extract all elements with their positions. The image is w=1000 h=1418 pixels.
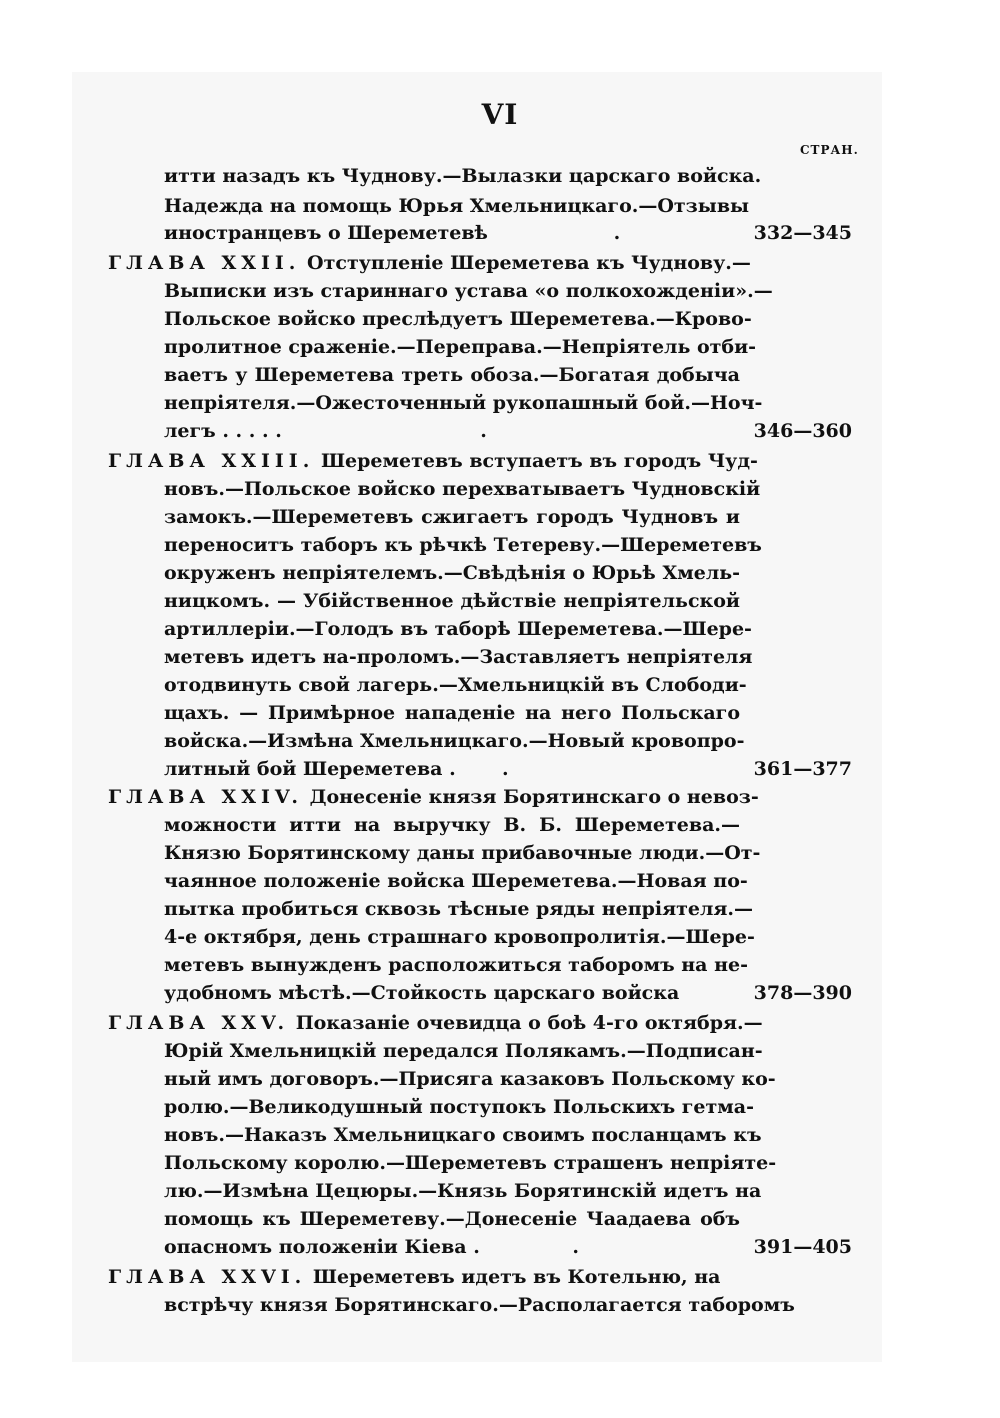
pages-column-header: СТРАН. <box>800 143 859 157</box>
toc-line: Шереметевъ вступаетъ въ городъ Чуд- <box>320 450 758 472</box>
chapter-heading: ГЛАВА XXIII. <box>108 450 315 472</box>
toc-line: окруженъ непріятелемъ.—Свѣдѣнія о Юрьѣ Хмель- <box>164 562 740 584</box>
toc-line: Шереметевъ идетъ въ Котельню, на <box>312 1266 721 1288</box>
toc-line: новъ.—Наказъ Хмельницкаго своимъ посланцамъ къ <box>164 1124 762 1146</box>
page-range: 391—405 <box>753 1236 852 1258</box>
chapter-heading: ГЛАВА XXIV. <box>108 786 303 808</box>
toc-line: Показаніе очевидца о боѣ 4-го октября.— <box>295 1012 763 1034</box>
toc-line: пролитное сраженіе.—Переправа.—Непріятель отби- <box>164 336 757 358</box>
chapter-heading-line <box>108 250 751 276</box>
toc-line: опасномъ положеніи Кіева . . <box>164 1236 580 1258</box>
page-range: 332—345 <box>753 222 852 244</box>
toc-line: войска.—Измѣна Хмельницкаго.—Новый кровопро- <box>164 730 745 752</box>
toc-line: Князю Борятинскому даны прибавочные люди.—От- <box>164 842 761 864</box>
page-range: 346—360 <box>753 420 852 442</box>
toc-line: пытка пробиться сквозь тѣсные ряды непріятеля.— <box>164 898 754 920</box>
toc-line: непріятеля.—Ожесточенный рукопашный бой.—Ноч- <box>164 392 763 414</box>
toc-line: Польскому королю.—Шереметевъ страшенъ непріяте- <box>164 1152 777 1174</box>
toc-line: Выписки изъ стариннаго устава «о полкохожденіи».— <box>164 280 773 302</box>
toc-line: литный бой Шереметева . . <box>164 758 509 780</box>
toc-line: иностранцевъ о Шереметевѣ . <box>164 222 621 244</box>
toc-line: Польское войско преслѣдуетъ Шереметева.—Крово- <box>164 308 752 330</box>
toc-line: итти назадъ къ Чуднову.—Вылазки царскаго войска. <box>164 165 762 187</box>
toc-line: переноситъ таборъ къ рѣчкѣ Тетереву.—Шереметевъ <box>164 534 762 556</box>
toc-line: метевъ идетъ на-проломъ.—Заставляетъ непріятеля <box>164 646 753 668</box>
toc-line: замокъ.—Шереметевъ сжигаетъ городъ Чудновъ и <box>164 506 740 528</box>
chapter-heading: ГЛАВА XXV. <box>108 1012 290 1034</box>
toc-line: встрѣчу князя Борятинскаго.—Располагается таборомъ <box>164 1294 795 1316</box>
toc-line: Отступленіе Шереметева къ Чуднову.— <box>307 252 751 274</box>
toc-line: артиллеріи.—Голодъ въ таборѣ Шереметева.—Шере- <box>164 618 752 640</box>
page-number: VI <box>481 98 519 131</box>
toc-line: помощь къ Шереметеву.—Донесеніе Чаадаева объ <box>164 1208 740 1230</box>
toc-line: ницкомъ. — Убійственное дѣйствіе непріятельской <box>164 590 740 612</box>
toc-line: легъ . . . . . . <box>164 420 487 442</box>
toc-line: ный имъ договоръ.—Присяга казаковъ Польскому ко- <box>164 1068 776 1090</box>
chapter-heading: ГЛАВА XXII. <box>108 252 301 274</box>
toc-line: новъ.—Польское войско перехватываетъ Чудновскій <box>164 478 761 500</box>
page-range: 378—390 <box>753 982 852 1004</box>
page-range: 361—377 <box>753 758 852 780</box>
toc-line: ваетъ у Шереметева треть обоза.—Богатая добыча <box>164 364 740 386</box>
toc-line: отодвинуть свой лагерь.—Хмельницкій въ Слободи- <box>164 674 747 696</box>
toc-line: можности итти на выручку В. Б. Шереметева.— <box>164 814 740 836</box>
chapter-heading-line <box>108 448 758 474</box>
toc-line: лю.—Измѣна Цецюры.—Князь Борятинскій идетъ на <box>164 1180 762 1202</box>
toc-line: Юрій Хмельницкій передался Полякамъ.—Подписан- <box>164 1040 763 1062</box>
toc-line: Надежда на помощь Юрья Хмельницкаго.—Отзывы <box>164 195 750 217</box>
toc-line: метевъ вынужденъ расположиться таборомъ на не- <box>164 954 748 976</box>
toc-line: Донесеніе князя Борятинскаго о невоз- <box>309 786 759 808</box>
toc-line: чаянное положеніе войска Шереметева.—Новая по- <box>164 870 748 892</box>
chapter-heading-line <box>108 784 759 810</box>
toc-line: 4-е октября, день страшнаго кровопролитія.—Шере- <box>164 926 755 948</box>
chapter-heading: ГЛАВА XXVI. <box>108 1266 307 1288</box>
toc-line: удобномъ мѣстѣ.—Стойкость царскаго войска <box>164 982 680 1004</box>
toc-line: ролю.—Великодушный поступокъ Польскихъ гетма- <box>164 1096 754 1118</box>
toc-line: щахъ. — Примѣрное нападеніе на него Польскаго <box>164 702 740 724</box>
chapter-heading-line <box>108 1264 740 1290</box>
chapter-heading-line <box>108 1010 763 1036</box>
